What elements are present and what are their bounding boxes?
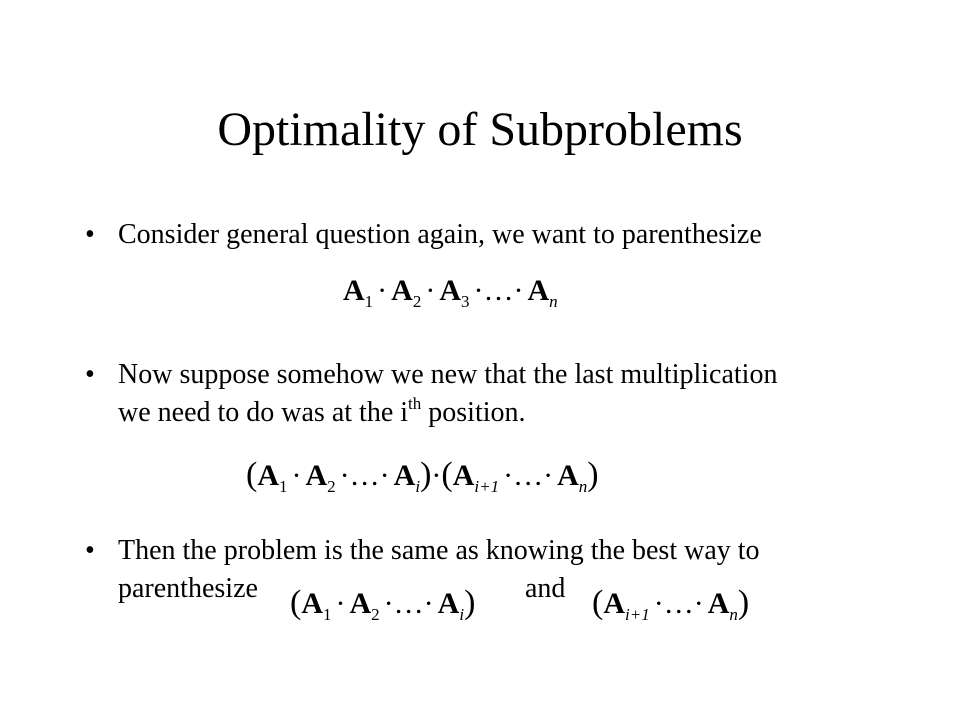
formula-left-part: ($A_1 \cdot A_2$ ·…· $A_i$) bbox=[290, 584, 476, 624]
bullet-2-line-2: we need to do was at the $i^{th}$ position. bbox=[118, 394, 526, 428]
formula-full-product: $A_1 \cdot A_2 \cdot A_3$ ·…· $A_n$ bbox=[343, 274, 558, 311]
bullet-3-line-2: parenthesize and bbox=[118, 570, 888, 608]
bullet-dot: • bbox=[85, 219, 95, 250]
and-word: and bbox=[525, 573, 566, 604]
bullet-1-text: Consider general question again, we want to parenthesize bbox=[118, 219, 762, 250]
bullet-dot: • bbox=[85, 359, 95, 390]
superscript-th: th bbox=[408, 394, 422, 413]
slide-title: Optimality of Subproblems bbox=[217, 103, 743, 156]
formula-right-part: ($A_{i+1}$ ·…· $A_n$) bbox=[592, 584, 750, 624]
formula-split-product: ($A_1 \cdot A_2$ ·…· $A_i)\cdot(A_{i+1}$ ·…· $A_n$) bbox=[246, 456, 599, 496]
bullet-2-line-1: Now suppose somehow we new that the last multiplication bbox=[118, 359, 778, 390]
bullet-3-line-1: Then the problem is the same as knowing the best way to bbox=[118, 535, 760, 566]
bullet-dot: • bbox=[85, 535, 95, 566]
